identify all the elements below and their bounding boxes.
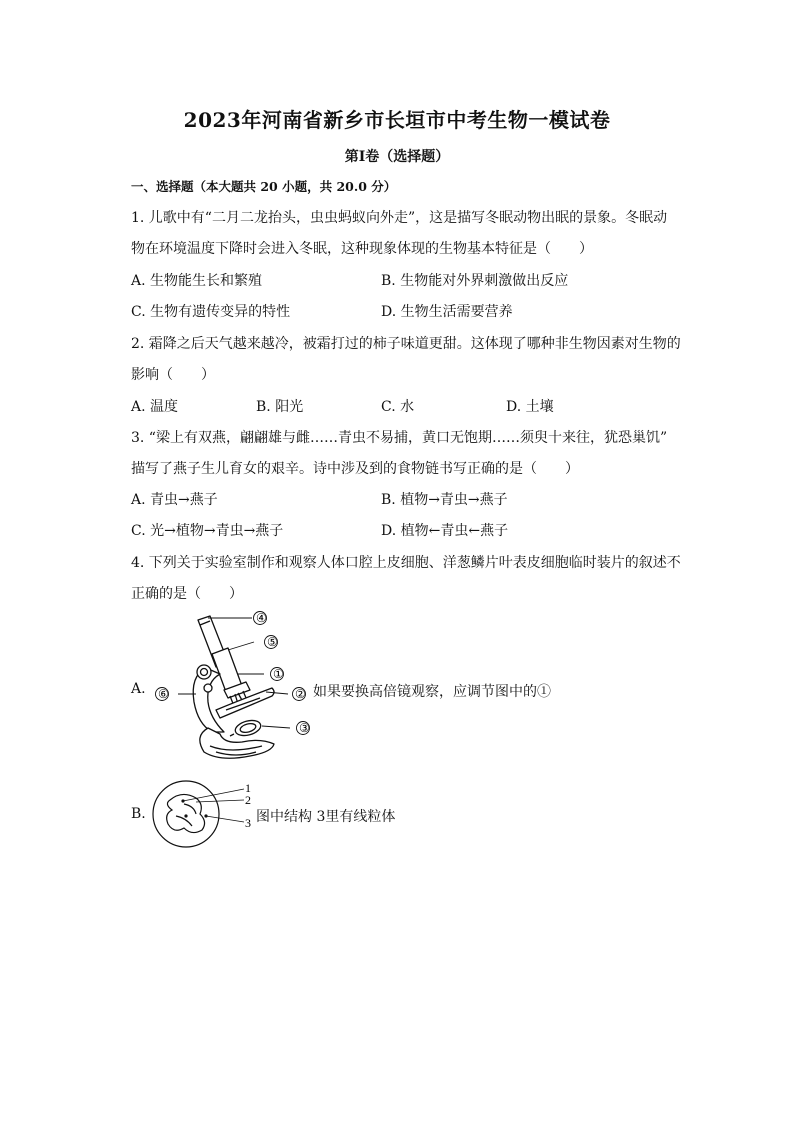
microscope-label-4: ④ xyxy=(256,611,267,625)
page-subtitle: 第I卷（选择题） xyxy=(344,149,450,165)
cell-figure xyxy=(152,778,256,850)
question-3-option-b: B. 植物→青虫→燕子 xyxy=(381,492,508,508)
microscope-figure xyxy=(150,606,330,768)
section-heading: 一、选择题（本大题共 20 小题，共 20.0 分） xyxy=(131,179,397,194)
question-2-option-a: A. 温度 xyxy=(131,399,179,415)
question-2-option-b: B. 阳光 xyxy=(256,399,304,415)
question-1-option-c: C. 生物有遗传变异的特性 xyxy=(131,304,291,320)
question-4-line-2: 正确的是（ ） xyxy=(131,586,243,602)
page-title: 2023年河南省新乡市长垣市中考生物一模试卷 xyxy=(183,108,611,132)
question-3-line-2: 描写了燕子生儿育女的艰辛。诗中涉及到的食物链书写正确的是（ ） xyxy=(131,461,579,477)
microscope-label-2: ② xyxy=(295,687,306,701)
question-4-option-a-letter: A. xyxy=(131,681,146,697)
question-4-line-1: 4. 下列关于实验室制作和观察人体口腔上皮细胞、洋葱鳞片叶表皮细胞临时装片的叙述不 xyxy=(131,555,681,571)
microscope-label-6: ⑥ xyxy=(158,687,169,701)
question-1-option-b: B. 生物能对外界刺激做出反应 xyxy=(381,273,569,289)
question-4-option-b-text: 图中结构 3里有线粒体 xyxy=(256,809,396,825)
question-4-option-a-text: 如果要换高倍镜观察，应调节图中的① xyxy=(313,684,551,700)
microscope-label-1: ① xyxy=(273,667,284,681)
cell-label-1: 1 xyxy=(245,781,251,795)
cell-label-3: 3 xyxy=(245,816,251,830)
question-2-line-1: 2. 霜降之后天气越来越冷，被霜打过的柿子味道更甜。这体现了哪种非生物因素对生物的 xyxy=(131,336,681,352)
question-3-option-a: A. 青虫→燕子 xyxy=(131,492,218,508)
question-2-option-c: C. 水 xyxy=(381,399,415,415)
question-3-option-c: C. 光→植物→青虫→燕子 xyxy=(131,523,284,539)
question-1-option-d: D. 生物生活需要营养 xyxy=(381,304,513,320)
question-3-line-1: 3. “梁上有双燕，翩翩雄与雌……青虫不易捕，黄口无饱期……须臾十来往，犹恐巢饥” xyxy=(131,430,668,446)
cell-label-2: 2 xyxy=(245,793,251,807)
microscope-label-3: ③ xyxy=(299,721,310,735)
question-2-option-d: D. 土壤 xyxy=(506,399,554,415)
microscope-label-5: ⑤ xyxy=(267,635,278,649)
question-1-line-1: 1. 儿歌中有“二月二龙抬头，虫虫蚂蚁向外走”，这是描写冬眠动物出眠的景象。冬眠动 xyxy=(131,210,668,226)
question-1-option-a: A. 生物能生长和繁殖 xyxy=(131,273,263,289)
question-1-line-2: 物在环境温度下降时会进入冬眠，这种现象体现的生物基本特征是（ ） xyxy=(131,241,593,257)
question-2-line-2: 影响（ ） xyxy=(131,367,215,383)
question-3-option-d: D. 植物←青虫←燕子 xyxy=(381,523,509,539)
question-4-option-b-letter: B. xyxy=(131,806,146,822)
